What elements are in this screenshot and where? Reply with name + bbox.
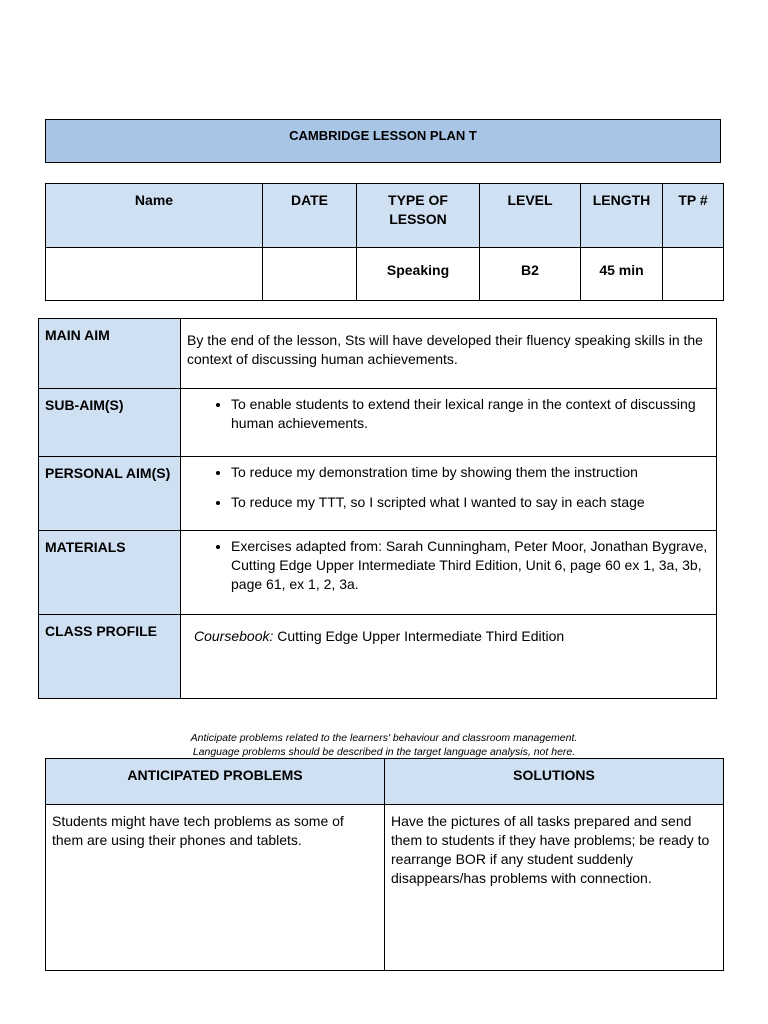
problems-table <box>45 758 724 971</box>
main-aim-text: By the end of the lesson, Sts will have developed their fluency speaking skills in the context of discussing human achievements. <box>181 319 717 389</box>
materials-row <box>39 531 717 615</box>
value-type-of-lesson: Speaking <box>357 248 480 301</box>
class-profile-prefix: Coursebook: <box>194 628 274 644</box>
class-profile-text: Cutting Edge Upper Intermediate Third Edition <box>273 628 565 644</box>
problems-header-row <box>46 759 724 805</box>
note-line-2: Language problems should be described in the target language analysis, not here. <box>192 746 576 758</box>
sub-aims-label: SUB-AIM(S) <box>39 389 181 457</box>
solution-text: Have the pictures of all tasks prepared and send them to students if they have problems; be ready to rearrange BOR if any student suddenly disappears/has problems with connection. <box>385 805 724 971</box>
header-name: Name <box>46 184 263 248</box>
materials-item: • Exercises adapted from: Sarah Cunningham, Peter Moor, Jonathan Bygrave, Cutting Edge Upper Intermediate Third Edition, Unit 6, page 60 ex 1, 3a, 3b, page 61, ex 1, 2, 3a. <box>231 537 710 594</box>
class-profile-row <box>39 615 717 699</box>
anticipate-note <box>0 731 768 759</box>
materials-label: MATERIALS <box>39 531 181 615</box>
personal-aim-item: • To reduce my demonstration time by showing them the instruction <box>231 463 710 482</box>
main-aim-row <box>39 319 717 389</box>
sub-aims-row <box>39 389 717 457</box>
header-type-of-lesson: TYPE OF LESSON <box>357 184 480 248</box>
note-line-1: Anticipate problems related to the learners' behaviour and classroom management. <box>190 732 578 744</box>
personal-aims-label: PERSONAL AIM(S) <box>39 457 181 531</box>
personal-aims-row <box>39 457 717 531</box>
info-header-row <box>46 184 724 248</box>
header-date: DATE <box>263 184 357 248</box>
info-value-row <box>46 248 724 301</box>
problems-row <box>46 805 724 971</box>
problem-text: Students might have tech problems as some of them are using their phones and tablets. <box>46 805 385 971</box>
personal-aim-item: • To reduce my TTT, so I scripted what I wanted to say in each stage <box>231 493 710 512</box>
materials-list <box>187 537 710 594</box>
value-name <box>46 248 263 301</box>
class-profile-label: CLASS PROFILE <box>39 615 181 699</box>
aims-table <box>38 318 717 699</box>
class-profile-cell <box>181 615 717 699</box>
value-tp-number <box>663 248 724 301</box>
header-anticipated-problems: ANTICIPATED PROBLEMS <box>46 759 385 805</box>
sub-aim-item: • To enable students to extend their lexical range in the context of discussing human achievements. <box>231 395 710 433</box>
lesson-plan-title: CAMBRIDGE LESSON PLAN T <box>45 119 721 163</box>
header-solutions: SOLUTIONS <box>385 759 724 805</box>
lesson-info-table <box>45 183 724 301</box>
header-level: LEVEL <box>480 184 581 248</box>
personal-aims-list <box>187 463 710 512</box>
header-length: LENGTH <box>581 184 663 248</box>
value-level: B2 <box>480 248 581 301</box>
value-length: 45 min <box>581 248 663 301</box>
main-aim-label: MAIN AIM <box>39 319 181 389</box>
header-tp-number: TP # <box>663 184 724 248</box>
value-date <box>263 248 357 301</box>
sub-aims-list <box>187 395 710 433</box>
